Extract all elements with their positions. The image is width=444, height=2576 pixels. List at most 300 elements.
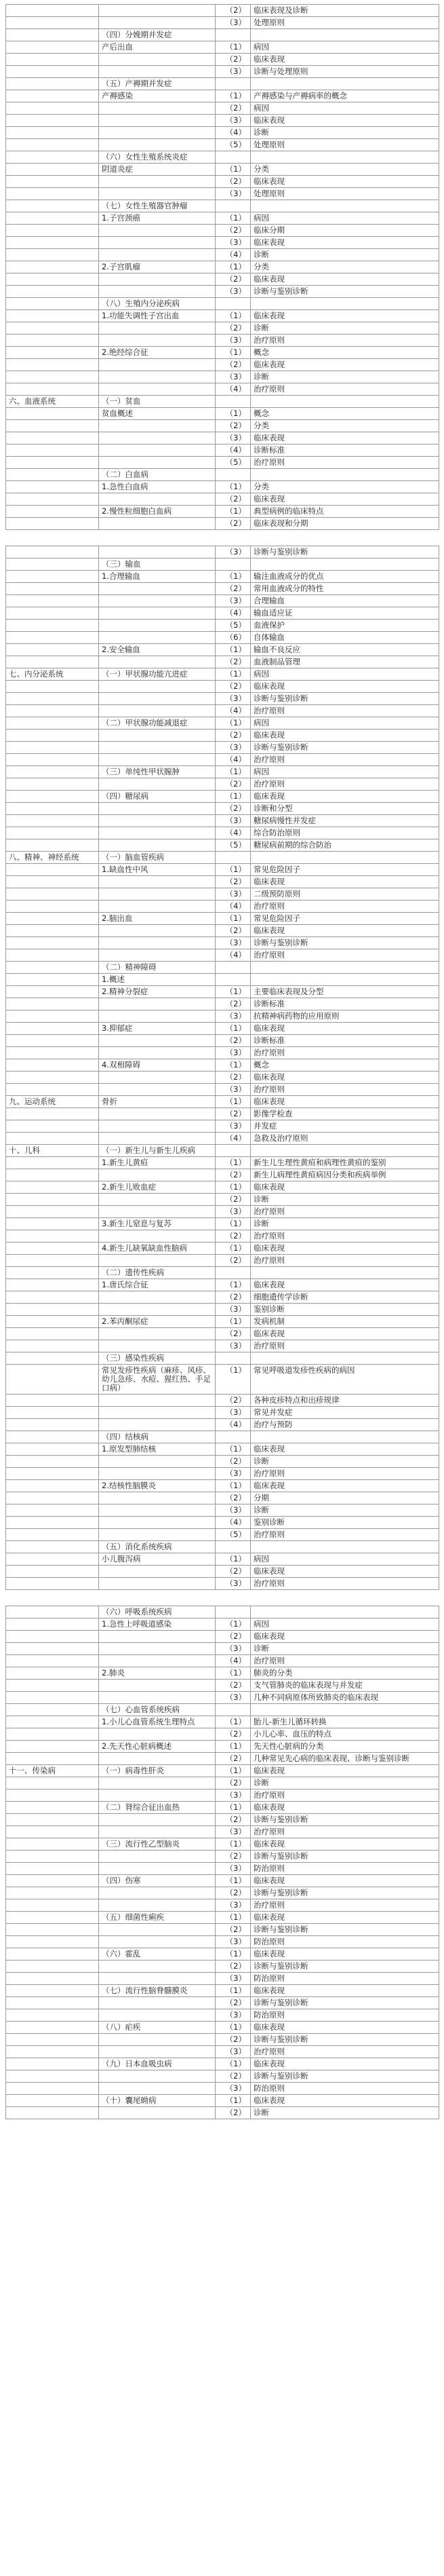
item-number-cell: （5）: [216, 457, 251, 469]
table-row: [6, 481, 439, 493]
item-number-cell: （1）: [216, 1716, 251, 1728]
unit-cell: [6, 1924, 99, 1936]
subunit-cell: 2.脑出血: [99, 913, 216, 925]
unit-cell: [6, 261, 99, 273]
item-text-cell: 临床表现: [251, 1912, 439, 1924]
subunit-cell: [99, 176, 216, 188]
table-row: [6, 1680, 439, 1692]
unit-cell: [6, 1267, 99, 1279]
table-row: [6, 420, 439, 432]
subunit-cell: [99, 1504, 216, 1517]
unit-cell: [6, 888, 99, 901]
table-row: [6, 17, 439, 29]
item-number-cell: （1）: [216, 791, 251, 803]
item-number-cell: （1）: [216, 1838, 251, 1851]
subunit-cell: [99, 949, 216, 962]
item-number-cell: （1）: [216, 1365, 251, 1395]
table-row: [6, 595, 439, 607]
unit-cell: [6, 1680, 99, 1692]
item-text-cell: 肺炎的分类: [251, 1667, 439, 1680]
unit-cell: [6, 506, 99, 518]
subunit-cell: [99, 901, 216, 913]
item-number-cell: （1）: [216, 1059, 251, 1072]
item-text-cell: 常见并发症: [251, 1407, 439, 1419]
item-text-cell: 概念: [251, 1059, 439, 1072]
unit-cell: [6, 815, 99, 827]
table-row: [6, 1480, 439, 1492]
item-number-cell: （2）: [216, 1924, 251, 1936]
table-row: [6, 1814, 439, 1826]
subunit-cell: [99, 656, 216, 668]
item-text-cell: 诊断与鉴别诊断: [251, 2070, 439, 2083]
item-text-cell: 临床表现: [251, 1328, 439, 1340]
item-text-cell: 分类: [251, 420, 439, 432]
table-row: [6, 1395, 439, 1407]
unit-cell: [6, 1328, 99, 1340]
item-number-cell: （2）: [216, 1328, 251, 1340]
unit-cell: [6, 1443, 99, 1456]
unit-cell: [6, 1777, 99, 1789]
item-number-cell: [216, 1267, 251, 1279]
item-text-cell: 临床表现: [251, 1765, 439, 1777]
table-row: [6, 925, 439, 937]
unit-cell: [6, 1010, 99, 1023]
item-text-cell: 小儿心率、血压的特点: [251, 1728, 439, 1741]
item-number-cell: （2）: [216, 2034, 251, 2046]
subunit-cell: [99, 1851, 216, 1863]
subunit-cell: 1.原发型肺结核: [99, 1443, 216, 1456]
item-text-cell: [251, 78, 439, 90]
item-number-cell: （1）: [216, 2058, 251, 2070]
subunit-cell: （八）生殖内分泌疾病: [99, 298, 216, 310]
subunit-cell: 1.概述: [99, 974, 216, 986]
item-text-cell: [251, 558, 439, 571]
unit-cell: [6, 78, 99, 90]
table-row: [6, 815, 439, 827]
subunit-cell: [99, 1961, 216, 1973]
item-text-cell: 分类: [251, 164, 439, 176]
item-number-cell: （3）: [216, 1973, 251, 1985]
unit-cell: [6, 164, 99, 176]
unit-cell: [6, 1169, 99, 1181]
table-row: [6, 1169, 439, 1181]
subunit-cell: （二）甲状腺功能减退症: [99, 717, 216, 730]
item-number-cell: （2）: [216, 998, 251, 1010]
item-number-cell: （4）: [216, 607, 251, 620]
table-row: [6, 1035, 439, 1047]
subunit-cell: [99, 2034, 216, 2046]
item-number-cell: （2）: [216, 1814, 251, 1826]
unit-cell: [6, 212, 99, 225]
table-row: [6, 506, 439, 518]
subunit-cell: 1.急性上呼吸道感染: [99, 1618, 216, 1631]
item-text-cell: [251, 1704, 439, 1716]
subunit-cell: 1.唐氏综合征: [99, 1279, 216, 1291]
table-row: [6, 371, 439, 383]
subunit-cell: [99, 66, 216, 78]
subunit-cell: 1.新生儿黄疸: [99, 1157, 216, 1169]
item-number-cell: （2）: [216, 1887, 251, 1899]
table-row: [6, 717, 439, 730]
item-text-cell: 临床表现: [251, 1072, 439, 1084]
item-text-cell: 临床表现: [251, 115, 439, 127]
subunit-cell: 产褥感染: [99, 90, 216, 102]
item-text-cell: 诊断标准: [251, 444, 439, 457]
item-text-cell: 临床表现: [251, 1279, 439, 1291]
table-row: [6, 286, 439, 298]
item-text-cell: 诊断与鉴别诊断: [251, 1851, 439, 1863]
item-number-cell: （2）: [216, 1255, 251, 1267]
item-number-cell: （1）: [216, 1443, 251, 1456]
item-number-cell: [216, 1431, 251, 1443]
item-text-cell: 临床表现: [251, 1948, 439, 1961]
unit-cell: [6, 778, 99, 791]
table-row: [6, 1655, 439, 1667]
item-text-cell: 细胞遗传学诊断: [251, 1291, 439, 1304]
item-number-cell: （2）: [216, 2107, 251, 2119]
item-text-cell: 糖尿病慢性并发症: [251, 815, 439, 827]
unit-cell: [6, 2107, 99, 2119]
subunit-cell: [99, 1047, 216, 1059]
unit-cell: [6, 1407, 99, 1419]
unit-cell: 七、内分泌系统: [6, 668, 99, 681]
table-row: [6, 1802, 439, 1814]
subunit-cell: 小儿腹泻病: [99, 1553, 216, 1566]
subunit-cell: [99, 595, 216, 607]
subunit-cell: [99, 115, 216, 127]
table-row: [6, 78, 439, 90]
table-row: [6, 54, 439, 66]
table-row: [6, 225, 439, 237]
item-number-cell: （1）: [216, 1912, 251, 1924]
item-number-cell: （3）: [216, 286, 251, 298]
item-text-cell: [251, 396, 439, 408]
item-text-cell: 诊断与鉴别诊断: [251, 1961, 439, 1973]
subunit-cell: [99, 1456, 216, 1468]
item-text-cell: 诊断标准: [251, 998, 439, 1010]
subunit-cell: [99, 1777, 216, 1789]
unit-cell: [6, 237, 99, 249]
item-text-cell: 治疗原则: [251, 383, 439, 396]
table-row: [6, 102, 439, 115]
subunit-cell: [99, 2070, 216, 2083]
subunit-cell: （六）霍乱: [99, 1948, 216, 1961]
unit-cell: [6, 1997, 99, 2009]
subunit-cell: [99, 620, 216, 632]
item-text-cell: 临床表现: [251, 730, 439, 742]
subunit-cell: [99, 286, 216, 298]
subunit-cell: （三）单纯性甲状腺肿: [99, 766, 216, 778]
subunit-cell: （四）伤寒: [99, 1875, 216, 1887]
subunit-cell: [99, 925, 216, 937]
table-row: [6, 1529, 439, 1541]
item-text-cell: 临床表现: [251, 1443, 439, 1456]
subunit-cell: [99, 693, 216, 705]
unit-cell: [6, 1492, 99, 1504]
unit-cell: [6, 408, 99, 420]
subunit-cell: [99, 102, 216, 115]
table-row: [6, 273, 439, 286]
item-number-cell: （2）: [216, 583, 251, 595]
table-row: [6, 1194, 439, 1206]
subunit-cell: （一）甲状腺功能亢进症: [99, 668, 216, 681]
item-number-cell: （3）: [216, 1206, 251, 1218]
item-text-cell: 分类: [251, 261, 439, 273]
table-row: [6, 1431, 439, 1443]
subunit-cell: [99, 2107, 216, 2119]
table-row: [6, 237, 439, 249]
subunit-cell: [99, 237, 216, 249]
item-text-cell: 临床表现: [251, 359, 439, 371]
item-text-cell: 临床表现: [251, 432, 439, 444]
unit-cell: [6, 41, 99, 54]
item-number-cell: （1）: [216, 571, 251, 583]
item-number-cell: （1）: [216, 1875, 251, 1887]
item-number-cell: [216, 151, 251, 164]
item-text-cell: 概念: [251, 347, 439, 359]
item-number-cell: （2）: [216, 1777, 251, 1789]
table-row: [6, 5, 439, 17]
table-row: [6, 2046, 439, 2058]
unit-cell: [6, 901, 99, 913]
item-text-cell: 分类: [251, 481, 439, 493]
unit-cell: [6, 5, 99, 17]
subunit-cell: 2.新生儿败血症: [99, 1181, 216, 1194]
table-row: [6, 444, 439, 457]
table-row: [6, 1973, 439, 1985]
item-text-cell: 临床表现: [251, 1875, 439, 1887]
subunit-cell: [99, 1035, 216, 1047]
item-number-cell: （2）: [216, 803, 251, 815]
item-text-cell: [251, 1267, 439, 1279]
unit-cell: [6, 1631, 99, 1643]
item-text-cell: 治疗原则: [251, 457, 439, 469]
unit-cell: [6, 730, 99, 742]
subunit-cell: [99, 1407, 216, 1419]
item-text-cell: 先天性心脏病的分类: [251, 1741, 439, 1753]
table-row: [6, 620, 439, 632]
unit-cell: [6, 974, 99, 986]
subunit-cell: [99, 1010, 216, 1023]
unit-cell: [6, 481, 99, 493]
item-number-cell: （2）: [216, 1035, 251, 1047]
unit-cell: [6, 1863, 99, 1875]
item-text-cell: 二级预防原则: [251, 888, 439, 901]
item-number-cell: （4）: [216, 949, 251, 962]
unit-cell: [6, 925, 99, 937]
unit-cell: [6, 310, 99, 322]
item-text-cell: 临床表现: [251, 1480, 439, 1492]
subunit-cell: 4.双相障碍: [99, 1059, 216, 1072]
subunit-cell: （一）贫血: [99, 396, 216, 408]
subunit-cell: [99, 876, 216, 888]
table-row: [6, 1206, 439, 1218]
item-text-cell: 常用血液成分的特性: [251, 583, 439, 595]
item-text-cell: 治疗原则: [251, 949, 439, 962]
item-number-cell: （2）: [216, 1680, 251, 1692]
item-text-cell: 临床表现: [251, 310, 439, 322]
item-number-cell: （2）: [216, 5, 251, 17]
item-number-cell: （3）: [216, 1578, 251, 1590]
subunit-cell: [99, 17, 216, 29]
subunit-cell: [99, 1578, 216, 1590]
unit-cell: [6, 693, 99, 705]
table-row: [6, 359, 439, 371]
item-number-cell: （1）: [216, 1985, 251, 1997]
table-row: [6, 1328, 439, 1340]
subunit-cell: [99, 1997, 216, 2009]
table-row: [6, 469, 439, 481]
item-text-cell: 诊断: [251, 249, 439, 261]
subunit-cell: [99, 705, 216, 717]
unit-cell: [6, 1431, 99, 1443]
item-number-cell: （1）: [216, 90, 251, 102]
item-text-cell: 治疗原则: [251, 754, 439, 766]
unit-cell: [6, 1206, 99, 1218]
item-number-cell: （3）: [216, 1340, 251, 1352]
item-number-cell: （2）: [216, 1395, 251, 1407]
subunit-cell: （四）结核病: [99, 1431, 216, 1443]
item-number-cell: （2）: [216, 778, 251, 791]
unit-cell: [6, 2083, 99, 2095]
unit-cell: [6, 1023, 99, 1035]
item-number-cell: （4）: [216, 705, 251, 717]
subunit-cell: （七）女性生殖器官肿瘤: [99, 200, 216, 212]
item-text-cell: 并发症: [251, 1120, 439, 1133]
item-number-cell: （4）: [216, 127, 251, 139]
subunit-cell: （七）心血管系统疾病: [99, 1704, 216, 1716]
item-number-cell: （2）: [216, 102, 251, 115]
subunit-cell: [99, 1753, 216, 1765]
item-text-cell: 临床表现: [251, 1181, 439, 1194]
table-row: [6, 1218, 439, 1230]
item-text-cell: 输血不良反应: [251, 644, 439, 656]
unit-cell: [6, 273, 99, 286]
item-text-cell: 诊断与鉴别诊断: [251, 1924, 439, 1936]
subunit-cell: （三）输血: [99, 558, 216, 571]
table-row: [6, 164, 439, 176]
unit-cell: [6, 998, 99, 1010]
item-text-cell: 新生儿病理性黄疸病因分类和疾病举例: [251, 1169, 439, 1181]
item-number-cell: （1）: [216, 717, 251, 730]
syllabus-page: [5, 4, 439, 2119]
table-row: [6, 571, 439, 583]
item-number-cell: （3）: [216, 2046, 251, 2058]
table-row: [6, 1887, 439, 1899]
unit-cell: [6, 347, 99, 359]
item-text-cell: 各种皮疹特点和出疹规律: [251, 1395, 439, 1407]
item-number-cell: （3）: [216, 1468, 251, 1480]
item-text-cell: 常见呼吸道发疹性疾病的病因: [251, 1365, 439, 1395]
table-row: [6, 2009, 439, 2022]
unit-cell: [6, 286, 99, 298]
unit-cell: [6, 1243, 99, 1255]
subunit-cell: （三）流行性乙型脑炎: [99, 1838, 216, 1851]
item-text-cell: 防治原则: [251, 1936, 439, 1948]
item-text-cell: 治疗原则: [251, 705, 439, 717]
unit-cell: [6, 705, 99, 717]
item-number-cell: （3）: [216, 815, 251, 827]
unit-cell: [6, 1255, 99, 1267]
unit-cell: [6, 1912, 99, 1924]
item-text-cell: 诊断与鉴别诊断: [251, 742, 439, 754]
table-row: [6, 1443, 439, 1456]
unit-cell: 十一、传染病: [6, 1765, 99, 1777]
item-number-cell: （2）: [216, 1291, 251, 1304]
subunit-cell: （五）细菌性痢疾: [99, 1912, 216, 1924]
item-text-cell: [251, 852, 439, 864]
subunit-cell: 2.结核性脑膜炎: [99, 1480, 216, 1492]
unit-cell: [6, 2022, 99, 2034]
subunit-cell: [99, 998, 216, 1010]
item-number-cell: （4）: [216, 1655, 251, 1667]
unit-cell: [6, 29, 99, 41]
table-row: [6, 2107, 439, 2119]
unit-cell: [6, 1789, 99, 1802]
item-number-cell: （3）: [216, 1407, 251, 1419]
item-number-cell: （2）: [216, 1997, 251, 2009]
item-number-cell: （3）: [216, 2009, 251, 2022]
subunit-cell: 3.新生儿窒息与复苏: [99, 1218, 216, 1230]
subunit-cell: （二）肾综合征出血热: [99, 1802, 216, 1814]
table-row: [6, 188, 439, 200]
table-row: [6, 176, 439, 188]
unit-cell: [6, 1468, 99, 1480]
subunit-cell: [99, 607, 216, 620]
unit-cell: [6, 1716, 99, 1728]
table-row: [6, 705, 439, 717]
item-number-cell: （3）: [216, 115, 251, 127]
table-row: [6, 1072, 439, 1084]
subunit-cell: 常见发疹性疾病（麻疹、风疹、幼儿急疹、水痘、猩红热、手足口病）: [99, 1365, 216, 1395]
item-number-cell: （1）: [216, 1802, 251, 1814]
table-row: [6, 1096, 439, 1108]
item-text-cell: 支气管肺炎的临床表现与并发症: [251, 1680, 439, 1692]
unit-cell: [6, 1084, 99, 1096]
item-number-cell: （2）: [216, 176, 251, 188]
subunit-cell: 骨折: [99, 1096, 216, 1108]
unit-cell: [6, 1480, 99, 1492]
item-number-cell: （4）: [216, 754, 251, 766]
unit-cell: [6, 2070, 99, 2083]
item-text-cell: 临床表现: [251, 681, 439, 693]
item-text-cell: 临床表现: [251, 791, 439, 803]
table-row: [6, 249, 439, 261]
item-number-cell: （3）: [216, 1084, 251, 1096]
table-row: [6, 1120, 439, 1133]
subunit-cell: [99, 546, 216, 558]
item-number-cell: （1）: [216, 261, 251, 273]
subunit-cell: [99, 225, 216, 237]
table-row: [6, 632, 439, 644]
unit-cell: [6, 383, 99, 396]
subunit-cell: [99, 322, 216, 335]
item-number-cell: （3）: [216, 937, 251, 949]
unit-cell: [6, 66, 99, 78]
subunit-cell: 2.精神分裂症: [99, 986, 216, 998]
item-text-cell: 病因: [251, 212, 439, 225]
subunit-cell: [99, 1655, 216, 1667]
unit-cell: [6, 949, 99, 962]
unit-cell: [6, 583, 99, 595]
unit-cell: [6, 1606, 99, 1618]
item-text-cell: [251, 200, 439, 212]
item-text-cell: 治疗原则: [251, 901, 439, 913]
item-text-cell: 诊断与处理原则: [251, 66, 439, 78]
item-number-cell: （3）: [216, 1643, 251, 1655]
unit-cell: [6, 2095, 99, 2107]
subunit-cell: [99, 1631, 216, 1643]
